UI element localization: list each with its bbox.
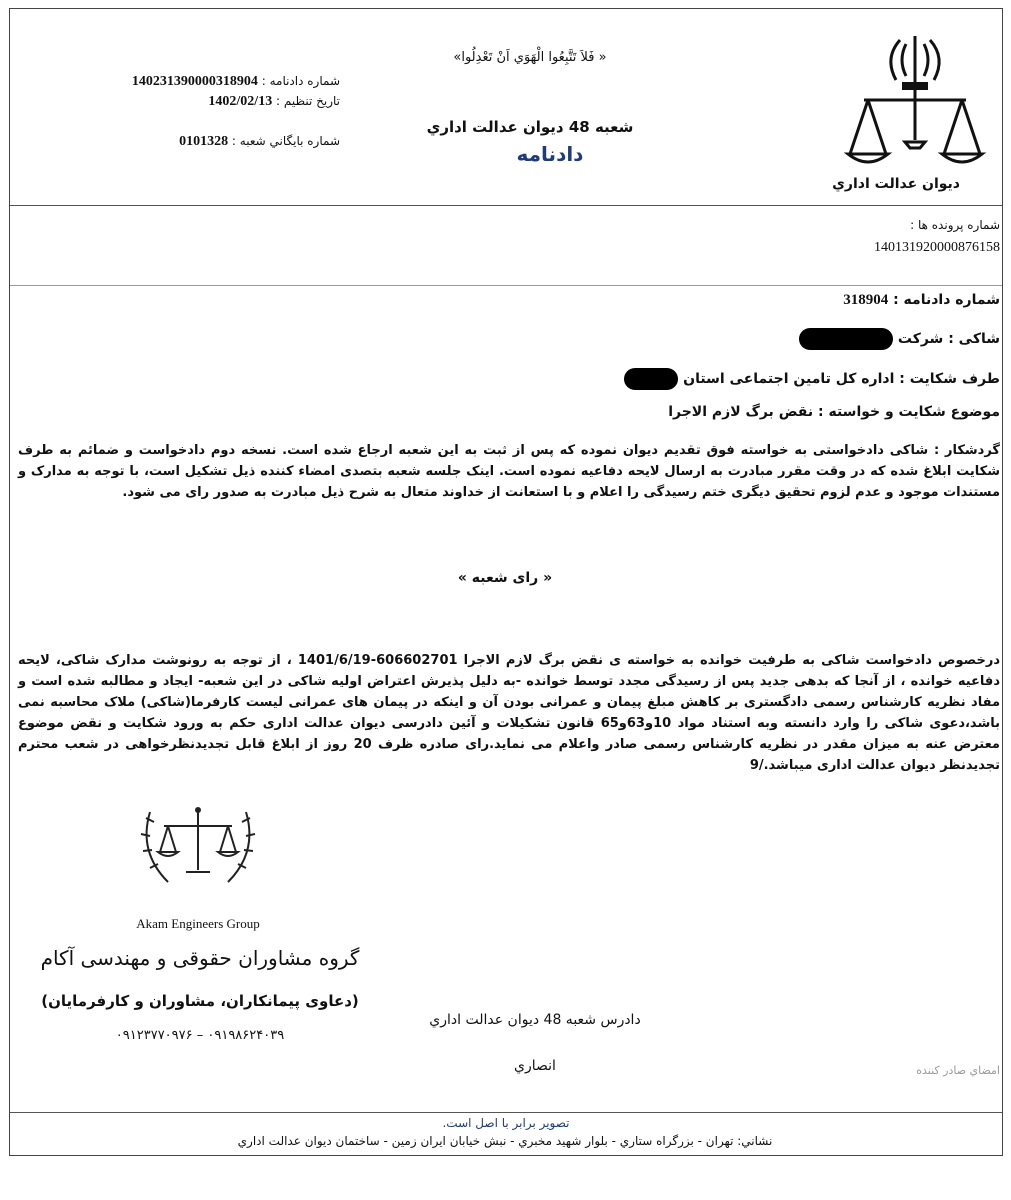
ruling-number-row [80,74,340,90]
date-label: تاريخ تنظيم : [276,94,340,108]
date-row [80,94,340,110]
ruling-number-label: شماره دادنامه : [261,74,340,88]
court-address: نشاني: تهران - بزرگراه ستاري - بلوار شهيد مخبري - نبش خيابان ايران زمين - ساختمان ديوان عدالت اداري [237,1134,773,1148]
footer-divider [10,1112,1002,1113]
stamp-persian-name: گروه مشاوران حقوقی و مهندسی آکام [40,946,360,970]
redaction-mark [799,328,893,350]
case-summary-paragraph: گردشکار : شاکی دادخواستی به خواسته فوق تقدیم دیوان نموده که پس از ثبت به این شعبه ارجاع شده است. نسخه دوم دادخواست و ضمائم به طرف شکایت ابلاغ شده که در وقت مقرر مبادرت به ارسال لایحه دفاعیه نموده است. اینک جلسه شعبه بتصدی امضاء کننده ذیل تشکیل است، با توجه به مدارک و مستندات موجود و عدم لزوم تحقیق دیگری ختم رسیدگی را اعلام و با استعانت از خداوند متعال به شرح ذیل مبادرت به صدور رای می شود. [18,443,1000,500]
verdict-heading: « رای شعبه » [457,570,553,586]
issue-date: 1402/02/13 [208,94,273,109]
redaction-mark [624,368,678,390]
scales-logo-icon [128,792,268,892]
ruling-short-row [500,292,1000,309]
ruling-short-number: 318904 [843,292,889,308]
stamp-phones: ۰۹۱۹۸۶۲۴۰۳۹ – ۰۹۱۲۳۷۷۰۹۷۶ [115,1028,285,1043]
branch-title: شعبه 48 ديوان عدالت اداري [426,118,634,136]
header-divider [10,205,1002,206]
ruling-number: 140231390000318904 [131,74,258,89]
verdict-paragraph: درخصوص دادخواست شاکی به طرفیت خوانده به خواسته ی نقض برگ لازم الاجرا 606602701-1401/6/19 ، از توجه به رونوشت مدارک شاکی، لایحه دفاعیه خوانده ، از آنجا که بدهی جدید پس از رسیدگی مجدد توسط خوانده -به دلیل پذیرش اعتراض اولیه شاکی در این شعبه- ایجاد و مطالبه شده است و مفاد نظریه کارشناس رسمی دادگستری بر کاهش مبلغ پیمان و عمرانی بودن آن و اینکه در پیمان های عمرانی لیست کارفرما(شاکی) ملاک محاسبه نمی باشد،دعوی شاکی را وارد دانسته وبه استناد مواد 10و63و65 قانون تشکیلات و آئین دادرسی دیوان عدالت اداری حکم به ورود شکایت و نقض موضوع معترض عنه به میزان مقدر در نظریه کارشناس رسمی صادر واعلام می نماید.رای صادره ظرف 20 روز از ابلاغ قابل تجدیدنظرخواهی در شعب محترم تجدیدنظر دیوان عدالت اداری میباشد./9 [18,653,1000,773]
defendant-row [500,368,1000,390]
iran-emblem-icon [840,30,990,170]
archive-number: 0101328 [179,134,229,149]
archive-label: شماره بايگاني شعبه : [231,134,340,148]
judge-title: دادرس شعبه 48 ديوان عدالت اداري [429,1012,641,1028]
stamp-english-name: Akam Engineers Group [136,916,260,931]
defendant-label: طرف شکایت : اداره کل تامین اجتماعی استان [683,371,1000,387]
plaintiff-label: شاکی : شرکت [897,331,1000,347]
archive-row [80,134,340,150]
court-name: ديوان عدالت اداري [832,176,960,192]
issuer-signature-label: امضاي صادر كننده [916,1064,1000,1077]
stamp-subtitle: (دعاوی پیمانکاران، مشاوران و کارفرمایان) [41,992,359,1010]
doc-type-title: دادنامه [516,142,584,166]
quran-verse: «فَلاَ تَتَّبِعُوا الْهَوَي اَنْ تَعْدِلُوا » [453,50,607,65]
ruling-short-label: شماره دادنامه : [893,292,1000,308]
judge-name: انصاري [514,1058,556,1074]
file-number-label: شماره پرونده ها : [910,218,1000,232]
plaintiff-row [500,328,1000,350]
subject-row: موضوع شکایت و خواسته : نقض برگ لازم الاجرا [668,404,1000,420]
file-divider [10,285,1002,286]
certified-copy-note: تصوير برابر با اصل است. [442,1116,570,1130]
file-number: 140131920000876158 [874,240,1000,255]
